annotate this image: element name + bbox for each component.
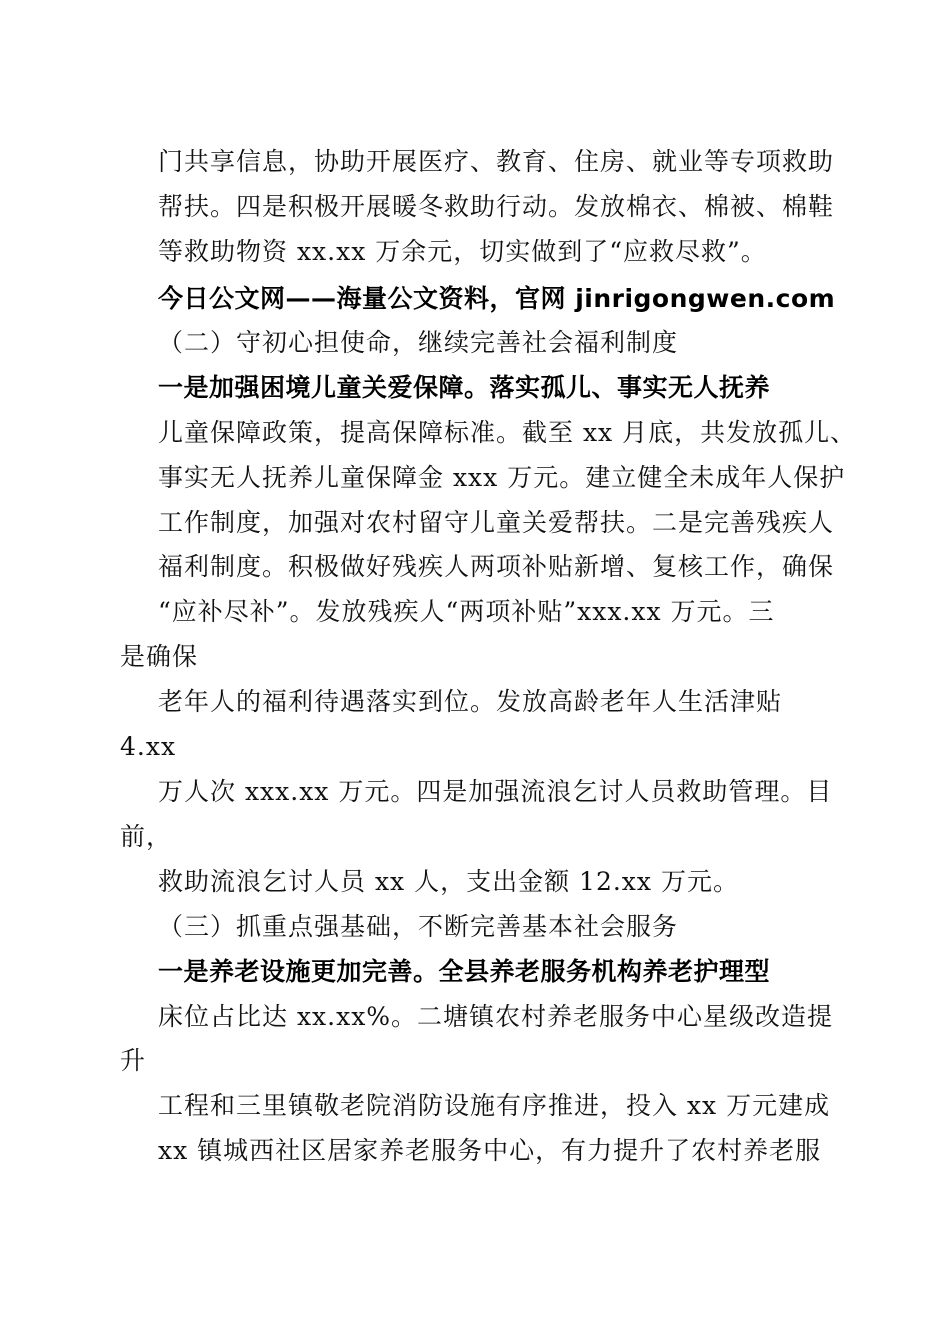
body-line: 床位占比达 xx.xx%。二塘镇农村养老服务中心星级改造提 <box>158 1002 834 1031</box>
section-heading: （二）守初心担使命，继续完善社会福利制度 <box>158 328 679 357</box>
body-line: 福利制度。积极做好残疾人两项补贴新增、复核工作，确保 <box>158 552 835 581</box>
section-heading: （三）抓重点强基础，不断完善基本社会服务 <box>158 912 679 941</box>
body-line: 救助流浪乞讨人员 xx 人，支出金额 12.xx 万元。 <box>158 867 739 896</box>
body-line: 升 <box>120 1046 147 1075</box>
body-line: “应补尽补”。发放残疾人“两项补贴”xxx.xx 万元。三 <box>158 597 775 626</box>
body-line: 4.xx <box>120 732 177 761</box>
body-line: 一是养老设施更加完善。全县养老服务机构养老护理型 <box>158 957 771 986</box>
body-line: xx 镇城西社区居家养老服务中心，有力提升了农村养老服 <box>158 1136 822 1165</box>
body-line: 等救助物资 xx.xx 万余元，切实做到了“应救尽救”。 <box>158 237 767 266</box>
body-line: 前， <box>120 822 173 851</box>
watermark-line: 今日公文网——海量公文资料，官网 jinrigongwen.com <box>158 284 836 313</box>
body-line: 儿童保障政策，提高保障标准。截至 xx 月底，共发放孤儿、 <box>158 418 857 447</box>
body-line: 工作制度，加强对农村留守儿童关爱帮扶。二是完善残疾人 <box>158 508 835 537</box>
body-line: 事实无人抚养儿童保障金 xxx 万元。建立健全未成年人保护 <box>158 463 846 492</box>
body-line: 帮扶。四是积极开展暖冬救助行动。发放棉衣、棉被、棉鞋 <box>158 192 835 221</box>
body-line: 门共享信息，协助开展医疗、教育、住房、就业等专项救助 <box>158 147 835 176</box>
body-line: 老年人的福利待遇落实到位。发放高龄老年人生活津贴 <box>158 687 783 716</box>
body-line: 万人次 xxx.xx 万元。四是加强流浪乞讨人员救助管理。目 <box>158 777 833 806</box>
body-line: 一是加强困境儿童关爱保障。落实孤儿、事实无人抚养 <box>158 373 771 402</box>
body-line: 是确保 <box>120 642 199 671</box>
body-line: 工程和三里镇敬老院消防设施有序推进，投入 xx 万元建成 <box>158 1091 831 1120</box>
